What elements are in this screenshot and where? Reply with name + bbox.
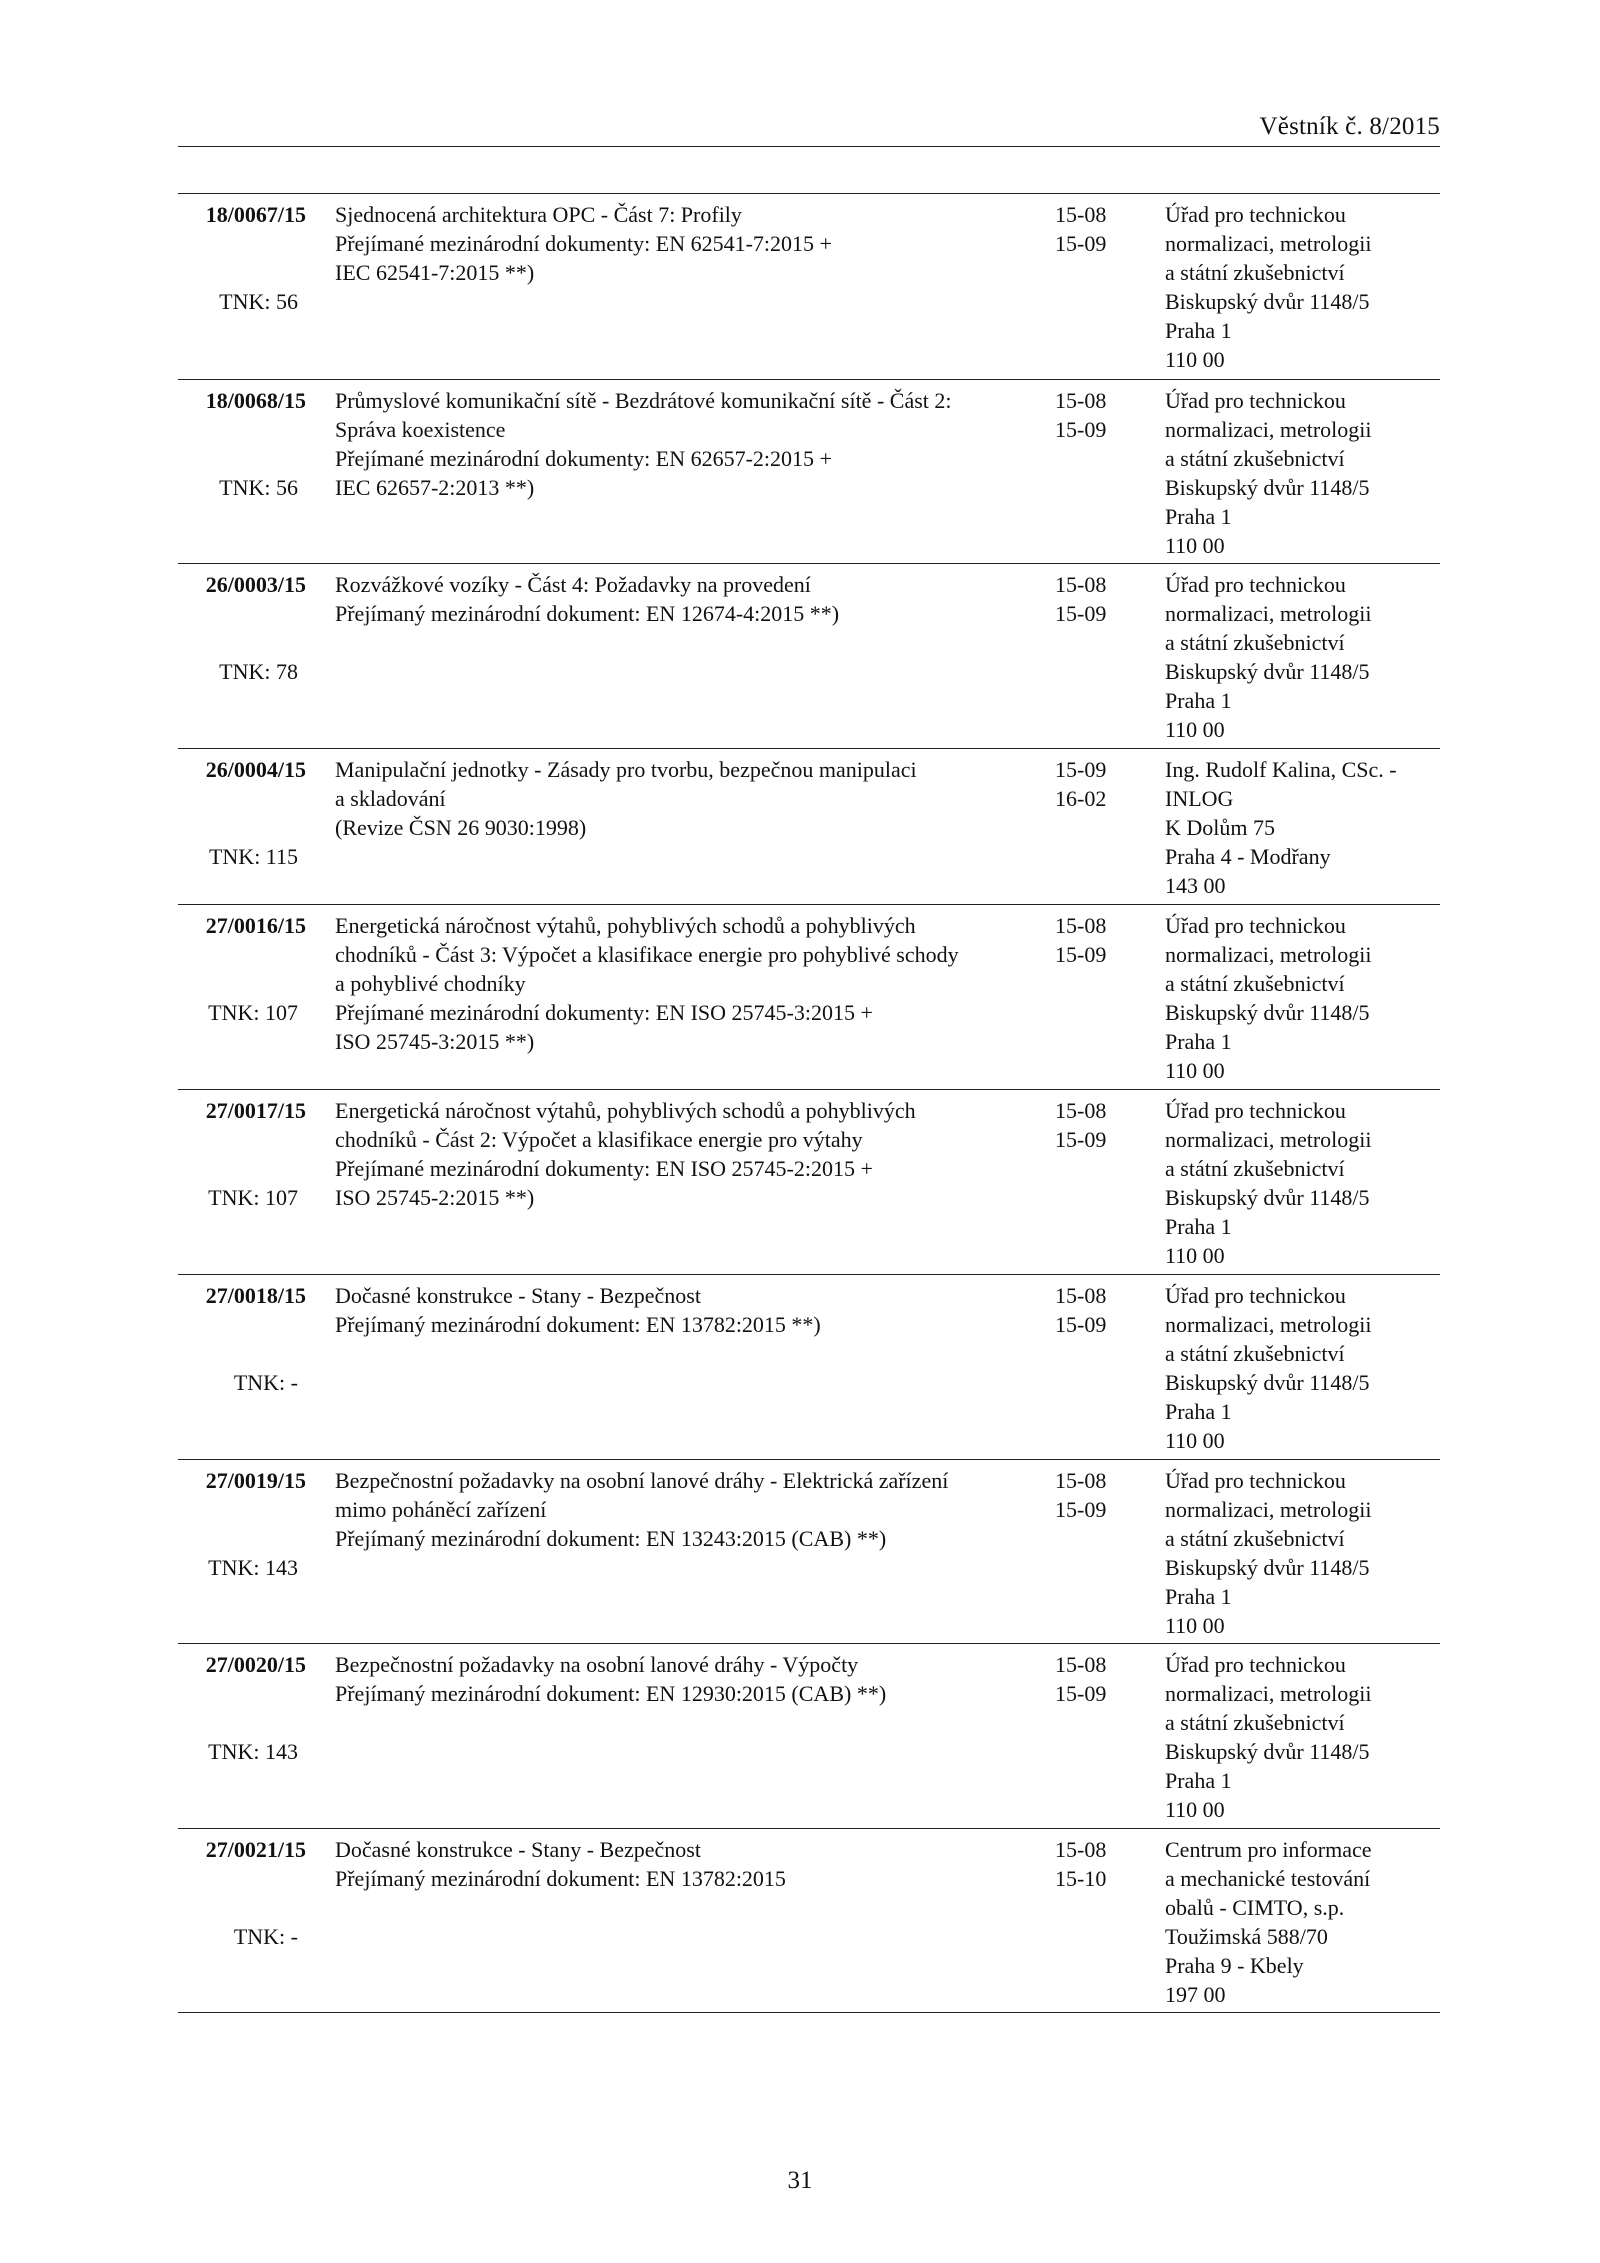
title-line: a pohyblivé chodníky bbox=[335, 971, 526, 996]
org-line: 110 00 bbox=[1165, 347, 1225, 372]
tnk-number: TNK: 107 bbox=[208, 1185, 298, 1210]
title-line: Energetická náročnost výtahů, pohyblivých schodů a pohyblivých bbox=[335, 913, 916, 938]
date-end: 15-09 bbox=[1055, 417, 1107, 442]
org-line: Úřad pro technickou bbox=[1165, 1652, 1346, 1677]
title-line: IEC 62657-2:2013 **) bbox=[335, 475, 535, 500]
org-line: a státní zkušebnictví bbox=[1165, 1156, 1345, 1181]
date-end: 15-09 bbox=[1055, 231, 1107, 256]
organization-address bbox=[1165, 911, 1372, 1085]
title-line: chodníků - Část 3: Výpočet a klasifikace energie pro pohyblivé schody bbox=[335, 942, 959, 967]
org-line: K Dolům 75 bbox=[1165, 815, 1275, 840]
date-end: 15-09 bbox=[1055, 1312, 1107, 1337]
dates bbox=[1055, 200, 1106, 258]
organization-address bbox=[1165, 1650, 1372, 1824]
standard-id: 27/0020/15 bbox=[205, 1652, 306, 1677]
page-number: 31 bbox=[787, 2167, 813, 2194]
table-row bbox=[178, 1089, 1440, 1274]
dates bbox=[1055, 1281, 1106, 1339]
title-line: Dočasné konstrukce - Stany - Bezpečnost bbox=[335, 1837, 701, 1862]
title-line: IEC 62541-7:2015 **) bbox=[335, 260, 535, 285]
title-line: Dočasné konstrukce - Stany - Bezpečnost bbox=[335, 1283, 701, 1308]
standard-title bbox=[335, 570, 839, 628]
dates bbox=[1055, 1466, 1106, 1524]
org-line: Praha 4 - Modřany bbox=[1165, 844, 1331, 869]
org-line: Úřad pro technickou bbox=[1165, 202, 1346, 227]
standards-table bbox=[178, 193, 1440, 2013]
dates bbox=[1055, 386, 1106, 444]
org-line: Toužimská 588/70 bbox=[1165, 1924, 1328, 1949]
title-line: Manipulační jednotky - Zásady pro tvorbu, bezpečnou manipulaci bbox=[335, 757, 917, 782]
tnk-number: TNK: 115 bbox=[208, 844, 298, 869]
table-row bbox=[178, 379, 1440, 563]
standard-title bbox=[335, 1650, 886, 1708]
org-line: Biskupský dvůr 1148/5 bbox=[1165, 1000, 1370, 1025]
org-line: Praha 9 - Kbely bbox=[1165, 1953, 1304, 1978]
date-end: 15-09 bbox=[1055, 1681, 1107, 1706]
title-line: Přejímané mezinárodní dokumenty: EN ISO 25745-3:2015 + bbox=[335, 1000, 873, 1025]
org-line: normalizaci, metrologii bbox=[1165, 1127, 1372, 1152]
standard-id: 27/0016/15 bbox=[205, 913, 306, 938]
page-header bbox=[178, 100, 1440, 147]
table-row bbox=[178, 904, 1440, 1089]
org-line: 197 00 bbox=[1165, 1982, 1226, 2007]
standard-title bbox=[335, 200, 832, 287]
organization-address bbox=[1165, 1466, 1372, 1640]
org-line: 110 00 bbox=[1165, 1428, 1225, 1453]
org-line: Úřad pro technickou bbox=[1165, 1283, 1346, 1308]
org-line: Praha 1 bbox=[1165, 1029, 1232, 1054]
standard-id: 27/0019/15 bbox=[205, 1468, 306, 1493]
dates bbox=[1055, 1835, 1106, 1893]
title-line: Rozvážkové vozíky - Část 4: Požadavky na provedení bbox=[335, 572, 811, 597]
org-line: Úřad pro technickou bbox=[1165, 388, 1346, 413]
standard-title bbox=[335, 911, 959, 1056]
date-end: 15-09 bbox=[1055, 1497, 1107, 1522]
org-line: normalizaci, metrologii bbox=[1165, 1497, 1372, 1522]
org-line: a státní zkušebnictví bbox=[1165, 446, 1345, 471]
org-line: normalizaci, metrologii bbox=[1165, 942, 1372, 967]
tnk-number: TNK: 56 bbox=[219, 475, 298, 500]
table-row bbox=[178, 563, 1440, 748]
standard-title bbox=[335, 1096, 916, 1212]
org-line: Biskupský dvůr 1148/5 bbox=[1165, 289, 1370, 314]
date-start: 15-08 bbox=[1055, 1652, 1107, 1677]
org-line: Biskupský dvůr 1148/5 bbox=[1165, 659, 1370, 684]
org-line: 143 00 bbox=[1165, 873, 1226, 898]
org-line: 110 00 bbox=[1165, 1243, 1225, 1268]
org-line: Úřad pro technickou bbox=[1165, 1098, 1346, 1123]
title-line: Přejímané mezinárodní dokumenty: EN ISO 25745-2:2015 + bbox=[335, 1156, 873, 1181]
title-line: Bezpečnostní požadavky na osobní lanové dráhy - Výpočty bbox=[335, 1652, 859, 1677]
tnk-number: TNK: 143 bbox=[208, 1739, 298, 1764]
date-start: 15-08 bbox=[1055, 1283, 1107, 1308]
standard-title bbox=[335, 1281, 821, 1339]
title-line: Průmyslové komunikační sítě - Bezdrátové komunikační sítě - Část 2: bbox=[335, 388, 952, 413]
org-line: normalizaci, metrologii bbox=[1165, 1312, 1372, 1337]
org-line: INLOG bbox=[1165, 786, 1234, 811]
date-end: 15-09 bbox=[1055, 942, 1107, 967]
title-line: Přejímaný mezinárodní dokument: EN 13782:2015 bbox=[335, 1866, 786, 1891]
org-line: Biskupský dvůr 1148/5 bbox=[1165, 1555, 1370, 1580]
standard-title bbox=[335, 755, 917, 842]
org-line: a státní zkušebnictví bbox=[1165, 1526, 1345, 1551]
org-line: a státní zkušebnictví bbox=[1165, 971, 1345, 996]
title-line: Přejímané mezinárodní dokumenty: EN 62541-7:2015 + bbox=[335, 231, 832, 256]
table-row bbox=[178, 1459, 1440, 1643]
org-line: Ing. Rudolf Kalina, CSc. - bbox=[1165, 757, 1397, 782]
org-line: obalů - CIMTO, s.p. bbox=[1165, 1895, 1345, 1920]
title-line: Sjednocená architektura OPC - Část 7: Profily bbox=[335, 202, 742, 227]
org-line: 110 00 bbox=[1165, 1797, 1225, 1822]
standard-id: 27/0018/15 bbox=[205, 1283, 306, 1308]
org-line: Úřad pro technickou bbox=[1165, 1468, 1346, 1493]
org-line: Biskupský dvůr 1148/5 bbox=[1165, 1370, 1370, 1395]
date-end: 15-09 bbox=[1055, 1127, 1107, 1152]
org-line: Praha 1 bbox=[1165, 688, 1232, 713]
table-row bbox=[178, 1828, 1440, 2012]
organization-address bbox=[1165, 1096, 1372, 1270]
dates bbox=[1055, 570, 1106, 628]
organization-address bbox=[1165, 755, 1397, 900]
org-line: 110 00 bbox=[1165, 533, 1225, 558]
org-line: Biskupský dvůr 1148/5 bbox=[1165, 1739, 1370, 1764]
dates bbox=[1055, 755, 1106, 813]
org-line: Centrum pro informace bbox=[1165, 1837, 1372, 1862]
standard-title bbox=[335, 1466, 948, 1553]
dates bbox=[1055, 911, 1106, 969]
org-line: a státní zkušebnictví bbox=[1165, 630, 1345, 655]
title-line: Přejímaný mezinárodní dokument: EN 12674-4:2015 **) bbox=[335, 601, 840, 626]
org-line: a státní zkušebnictví bbox=[1165, 1341, 1345, 1366]
date-start: 15-08 bbox=[1055, 1837, 1107, 1862]
title-line: Bezpečnostní požadavky na osobní lanové dráhy - Elektrická zařízení bbox=[335, 1468, 949, 1493]
date-start: 15-08 bbox=[1055, 388, 1107, 413]
date-start: 15-08 bbox=[1055, 913, 1107, 938]
table-row bbox=[178, 748, 1440, 904]
title-line: ISO 25745-3:2015 **) bbox=[335, 1029, 535, 1054]
org-line: Praha 1 bbox=[1165, 318, 1232, 343]
org-line: Úřad pro technickou bbox=[1165, 572, 1346, 597]
standard-title bbox=[335, 386, 952, 502]
title-line: Správa koexistence bbox=[335, 417, 506, 442]
title-line: chodníků - Část 2: Výpočet a klasifikace energie pro výtahy bbox=[335, 1127, 863, 1152]
standard-id: 18/0068/15 bbox=[205, 388, 306, 413]
org-line: Praha 1 bbox=[1165, 1768, 1232, 1793]
date-start: 15-08 bbox=[1055, 202, 1107, 227]
org-line: Biskupský dvůr 1148/5 bbox=[1165, 475, 1370, 500]
standard-id: 27/0017/15 bbox=[205, 1098, 306, 1123]
dates bbox=[1055, 1096, 1106, 1154]
tnk-number: TNK: - bbox=[233, 1924, 298, 1949]
tnk-number: TNK: 107 bbox=[208, 1000, 298, 1025]
org-line: Úřad pro technickou bbox=[1165, 913, 1346, 938]
standard-id: 18/0067/15 bbox=[205, 202, 306, 227]
org-line: Praha 1 bbox=[1165, 1214, 1232, 1239]
organization-address bbox=[1165, 386, 1372, 560]
date-end: 16-02 bbox=[1055, 786, 1107, 811]
org-line: a státní zkušebnictví bbox=[1165, 1710, 1345, 1735]
tnk-number: TNK: 143 bbox=[208, 1555, 298, 1580]
tnk-number: TNK: 78 bbox=[219, 659, 298, 684]
org-line: Praha 1 bbox=[1165, 1584, 1232, 1609]
standard-title bbox=[335, 1835, 786, 1893]
date-start: 15-08 bbox=[1055, 572, 1107, 597]
title-line: a skladování bbox=[335, 786, 446, 811]
organization-address bbox=[1165, 1281, 1372, 1455]
standard-id: 26/0004/15 bbox=[205, 757, 306, 782]
standard-id: 26/0003/15 bbox=[205, 572, 306, 597]
org-line: Praha 1 bbox=[1165, 1399, 1232, 1424]
org-line: Praha 1 bbox=[1165, 504, 1232, 529]
publication-title: Věstník č. 8/2015 bbox=[1259, 113, 1440, 140]
date-end: 15-10 bbox=[1055, 1866, 1107, 1891]
table-row bbox=[178, 1274, 1440, 1459]
organization-address bbox=[1165, 1835, 1372, 2009]
tnk-number: TNK: - bbox=[233, 1370, 298, 1395]
org-line: Biskupský dvůr 1148/5 bbox=[1165, 1185, 1370, 1210]
title-line: Přejímaný mezinárodní dokument: EN 12930:2015 (CAB) **) bbox=[335, 1681, 887, 1706]
org-line: 110 00 bbox=[1165, 717, 1225, 742]
title-line: ISO 25745-2:2015 **) bbox=[335, 1185, 535, 1210]
date-start: 15-09 bbox=[1055, 757, 1107, 782]
dates bbox=[1055, 1650, 1106, 1708]
org-line: 110 00 bbox=[1165, 1058, 1225, 1083]
standard-id: 27/0021/15 bbox=[205, 1837, 306, 1862]
org-line: 110 00 bbox=[1165, 1613, 1225, 1638]
organization-address bbox=[1165, 200, 1372, 374]
title-line: Přejímaný mezinárodní dokument: EN 13782:2015 **) bbox=[335, 1312, 821, 1337]
date-start: 15-08 bbox=[1055, 1098, 1107, 1123]
org-line: normalizaci, metrologii bbox=[1165, 1681, 1372, 1706]
title-line: (Revize ČSN 26 9030:1998) bbox=[335, 815, 587, 840]
date-start: 15-08 bbox=[1055, 1468, 1107, 1493]
org-line: a mechanické testování bbox=[1165, 1866, 1371, 1891]
title-line: Přejímané mezinárodní dokumenty: EN 62657-2:2015 + bbox=[335, 446, 832, 471]
org-line: normalizaci, metrologii bbox=[1165, 601, 1372, 626]
title-line: Energetická náročnost výtahů, pohyblivých schodů a pohyblivých bbox=[335, 1098, 916, 1123]
title-line: mimo poháněcí zařízení bbox=[335, 1497, 547, 1522]
date-end: 15-09 bbox=[1055, 601, 1107, 626]
org-line: normalizaci, metrologii bbox=[1165, 231, 1372, 256]
table-row bbox=[178, 194, 1440, 379]
title-line: Přejímaný mezinárodní dokument: EN 13243:2015 (CAB) **) bbox=[335, 1526, 887, 1551]
table-row bbox=[178, 1643, 1440, 1828]
org-line: a státní zkušebnictví bbox=[1165, 260, 1345, 285]
org-line: normalizaci, metrologii bbox=[1165, 417, 1372, 442]
tnk-number: TNK: 56 bbox=[219, 289, 298, 314]
organization-address bbox=[1165, 570, 1372, 744]
